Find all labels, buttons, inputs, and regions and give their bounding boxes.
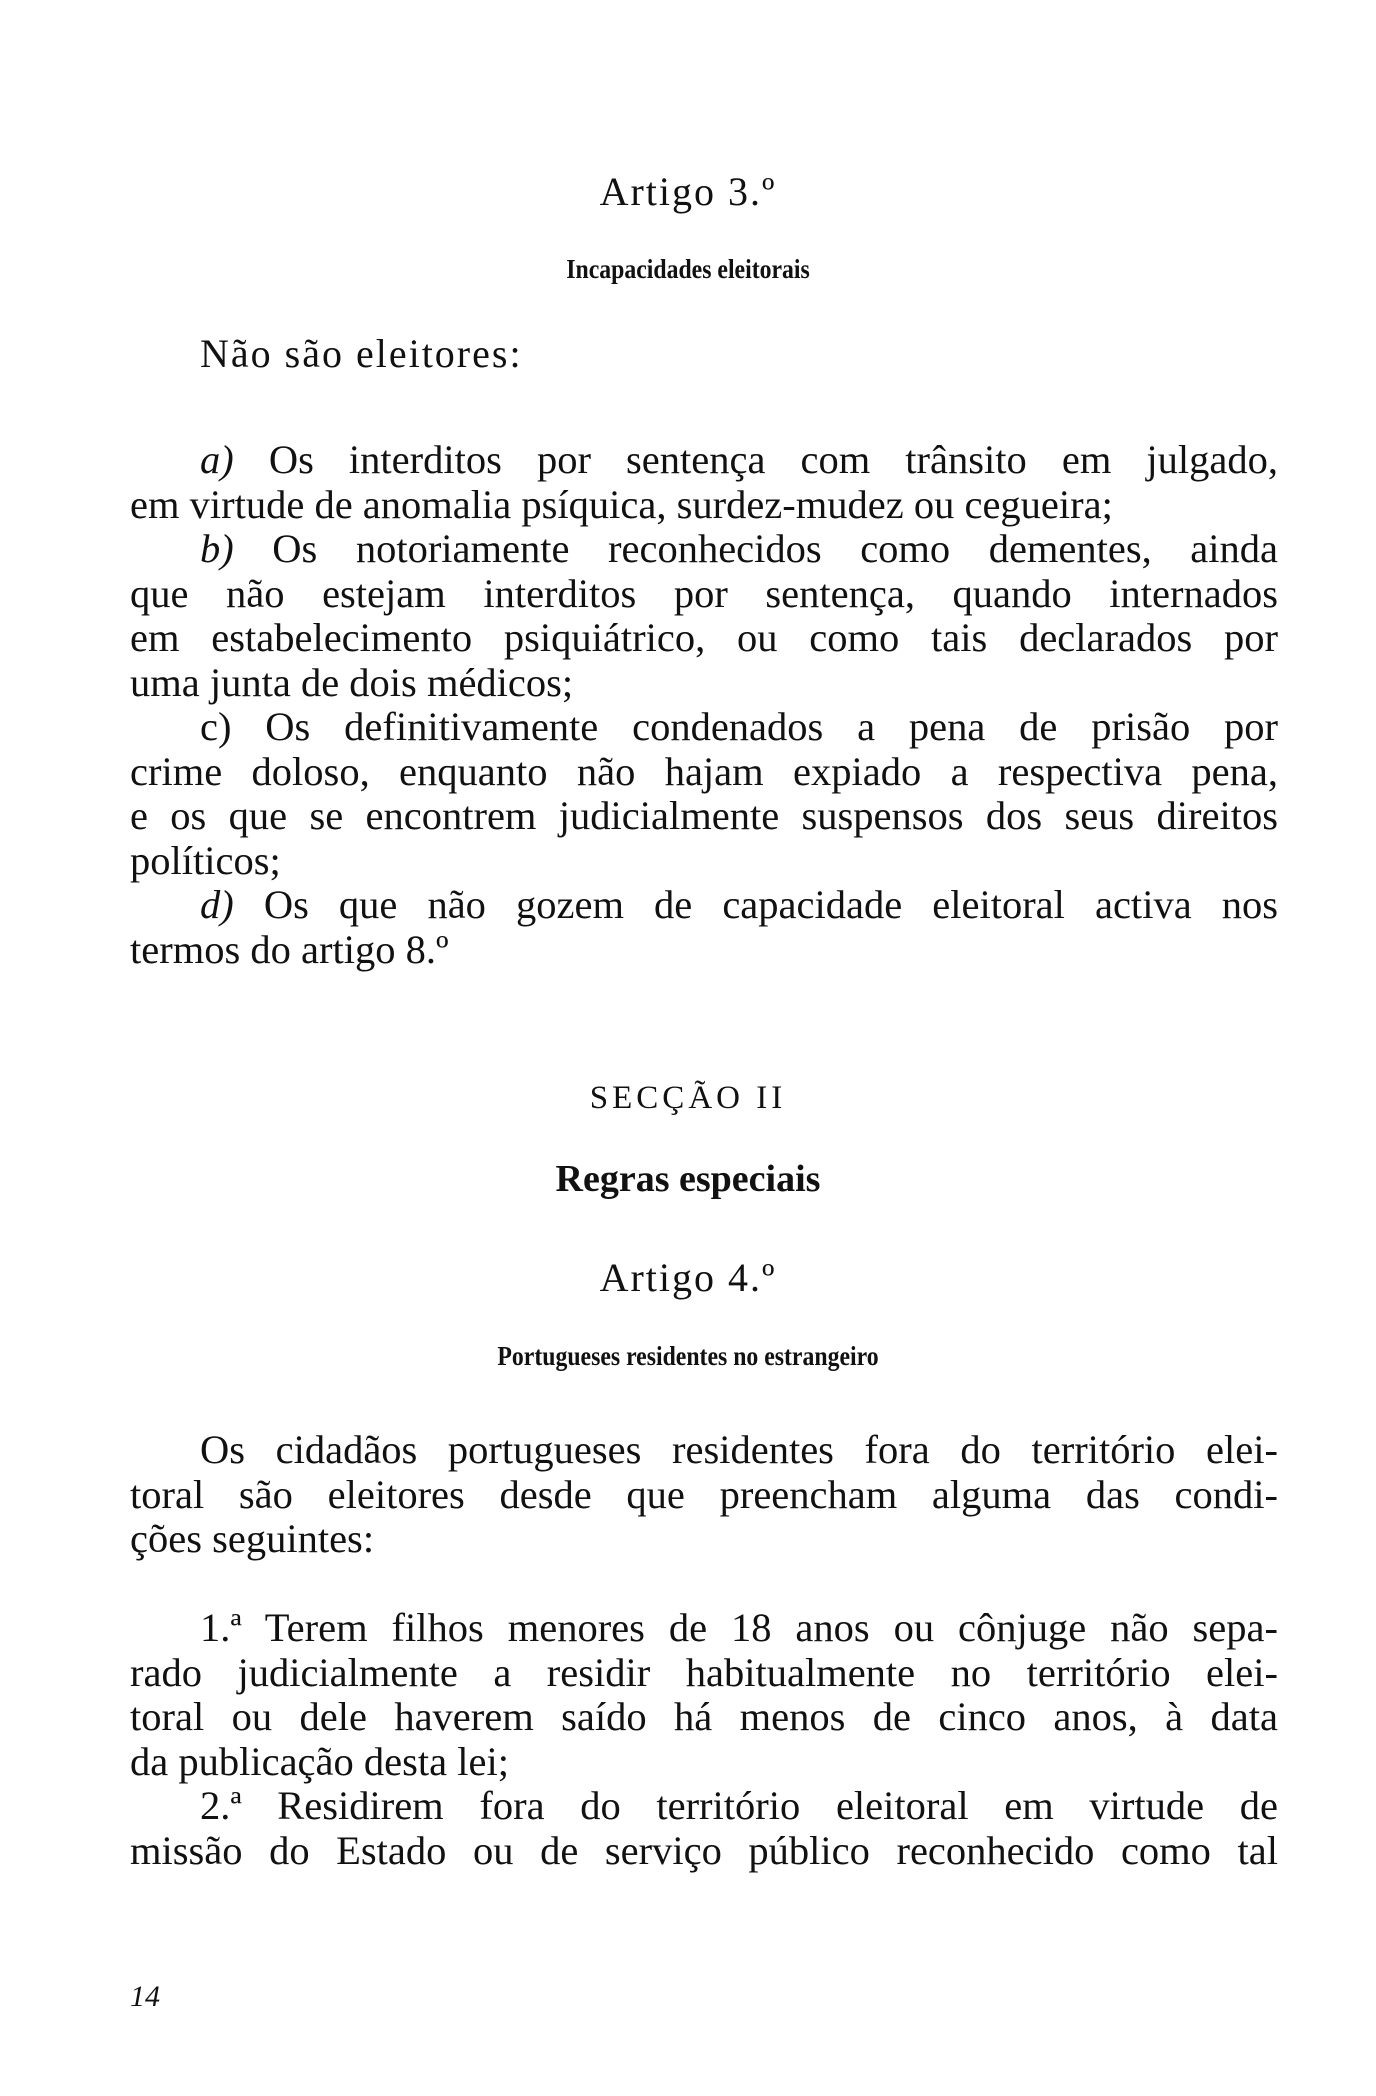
item-text: Os definitivamente condenados a pena de prisão por (265, 704, 1279, 749)
item-label: 2.ª (200, 1783, 242, 1828)
item-text-line: e os que se encontrem judicialmente suspensos dos seus direitos (130, 793, 1278, 838)
item-label: a) (200, 437, 234, 482)
section-title: Regras especiais (555, 1158, 821, 1200)
page-number: 14 (130, 1980, 160, 2013)
item-text-line: em virtude de anomalia psíquica, surdez-mudez ou cegueira; (130, 481, 1113, 527)
article-4-conditions (130, 1606, 1278, 1873)
list-item (130, 527, 1278, 572)
item-text-line: uma junta de dois médicos; (130, 659, 574, 705)
article-4-subheading: Portugueses residentes no estrangeiro (497, 1341, 879, 1371)
item-text-line: políticos; (130, 837, 281, 883)
article-4-heading: Artigo 4.º (599, 1255, 777, 1300)
item-label: 1.ª (200, 1605, 242, 1650)
list-item (130, 1606, 1278, 1651)
item-text: Os que não gozem de capacidade eleitoral activa nos (263, 882, 1278, 927)
article-4-intro (130, 1428, 1278, 1562)
item-text-line: que não estejam interditos por sentença, quando internados (130, 570, 1278, 616)
paragraph-line: toral são eleitores desde que preencham alguma das condi- (130, 1471, 1278, 1517)
item-text-line: missão do Estado ou de serviço público reconhecido como tal (130, 1827, 1278, 1873)
item-text-line: crime doloso, enquanto não hajam expiado a respectiva pena, (130, 748, 1278, 794)
item-text-line: toral ou dele haverem saído há menos de cinco anos, à data (130, 1694, 1278, 1739)
paragraph-line: ções seguintes: (130, 1516, 375, 1561)
item-label: b) (200, 526, 234, 571)
article-3-subheading: Incapacidades eleitorais (566, 254, 810, 284)
list-item (130, 883, 1278, 928)
paragraph-line: Os cidadãos portugueses residentes fora do território elei- (200, 1427, 1278, 1472)
item-text: Residirem fora do território eleitoral em virtude de (277, 1783, 1278, 1828)
article-3-heading: Artigo 3.º (599, 169, 777, 214)
list-item (130, 1784, 1278, 1829)
item-text-line: termos do artigo 8.º (130, 926, 449, 972)
section-label: SECÇÃO II (589, 1080, 787, 1116)
list-item (130, 705, 1278, 750)
list-item (130, 438, 1278, 483)
item-text-line: da publicação desta lei; (130, 1738, 509, 1784)
item-label: d) (200, 882, 234, 927)
item-text: Terem filhos menores de 18 anos ou cônjuge não sepa- (264, 1605, 1278, 1650)
article-3-intro: Não são eleitores: (200, 331, 523, 376)
article-3-items (130, 438, 1278, 972)
item-text-line: em estabelecimento psiquiátrico, ou como tais declarados por (130, 615, 1278, 660)
item-label: c) (200, 704, 232, 749)
item-text-line: rado judicialmente a residir habitualmente no território elei- (130, 1649, 1278, 1695)
item-text: Os notoriamente reconhecidos como dementes, ainda (272, 526, 1278, 571)
item-text: Os interditos por sentença com trânsito em julgado, (268, 437, 1279, 482)
